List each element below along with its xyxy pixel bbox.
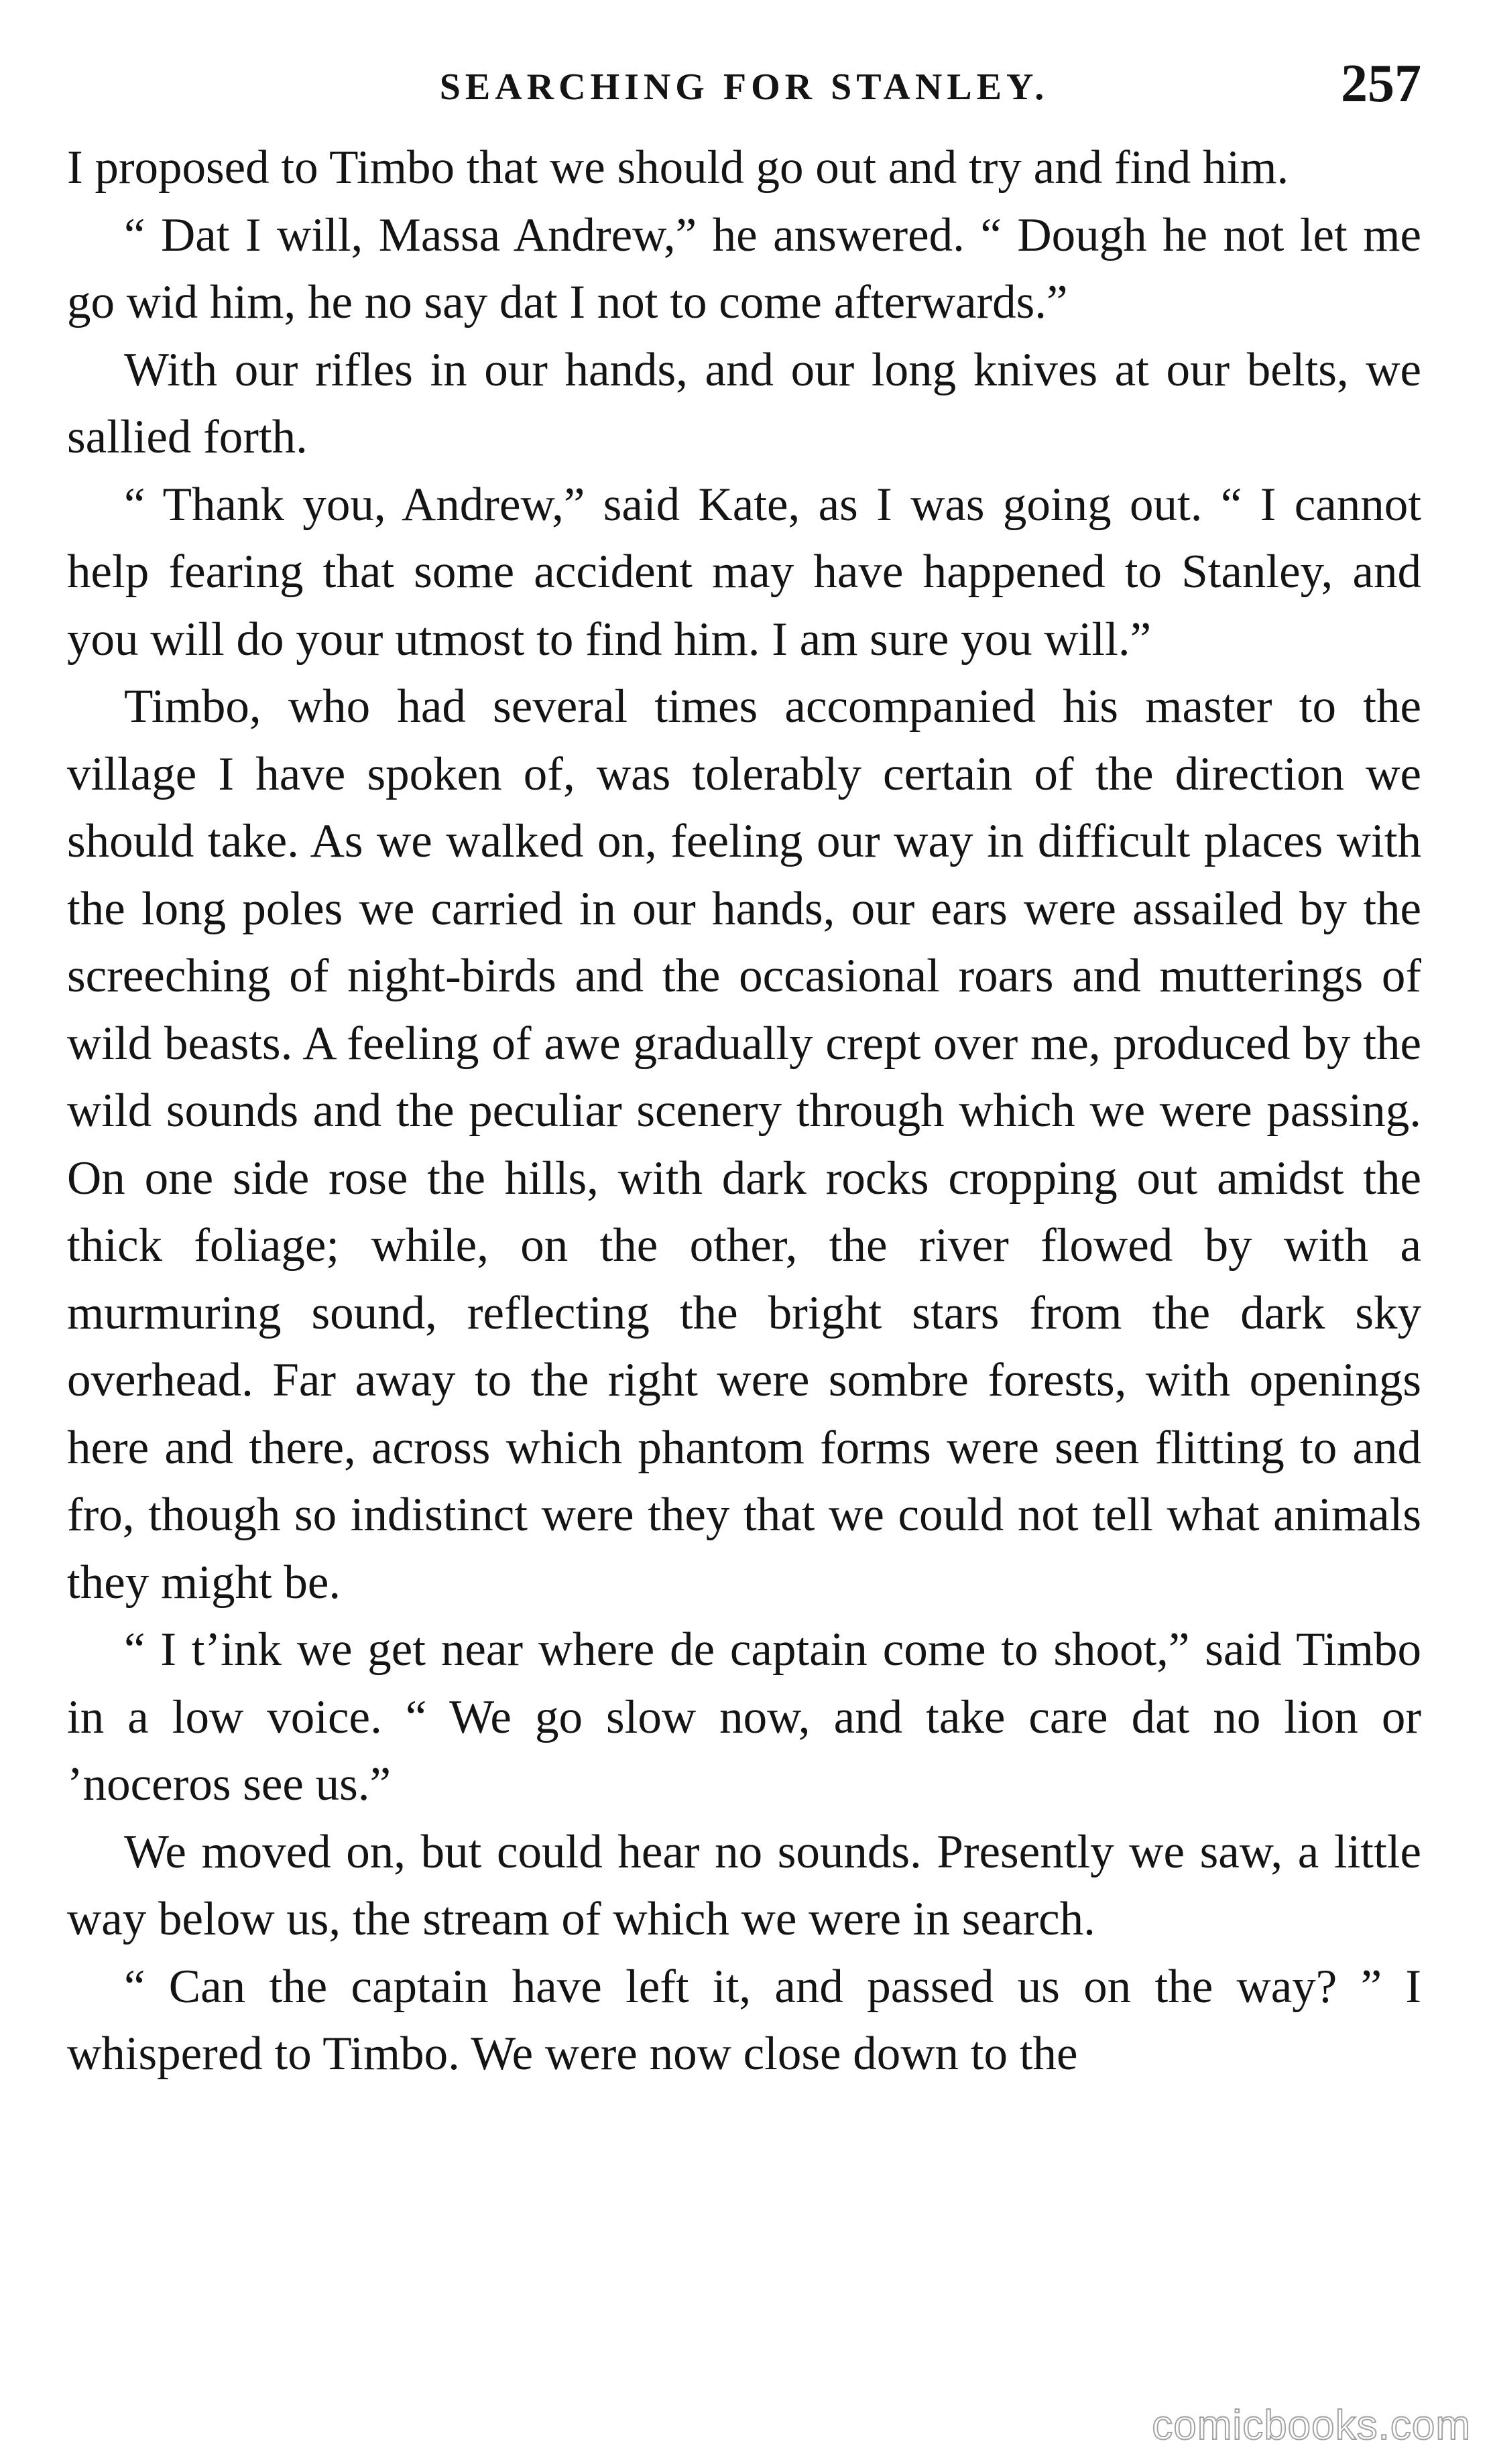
paragraph-4: “ Thank you, Andrew,” said Kate, as I was going out. “ I cannot help fearing that some accident may have happened to Stanley, and you will do your utmost to find him. I am sure you will.” <box>67 478 1421 666</box>
page-number: 257 <box>1341 54 1421 113</box>
book-page <box>67 47 1421 2088</box>
paragraph-3: With our rifles in our hands, and our long knives at our belts, we sallied forth. <box>67 343 1421 463</box>
running-title: SEARCHING FOR STANLEY. <box>439 66 1049 108</box>
paragraph-1: I proposed to Timbo that we should go out and try and find him. <box>67 141 1289 194</box>
paragraph-7: We moved on, but could hear no sounds. Presently we saw, a little way below us, the stream of which we were in search. <box>67 1825 1421 1945</box>
paragraph-6: “ I t’ink we get near where de captain come to shoot,” said Timbo in a low voice. “ We go slow now, and take care dat no lion or ’noceros see us.” <box>67 1623 1421 1810</box>
paragraph-8: “ Can the captain have left it, and passed us on the way? ” I whispered to Timbo. We were now close down to the <box>67 1960 1421 2080</box>
paragraph-2: “ Dat I will, Massa Andrew,” he answered. “ Dough he not let me go wid him, he no say dat I not to come afterwards.” <box>67 208 1421 328</box>
watermark: comicbooks.com <box>1152 2402 1471 2449</box>
body-text <box>67 134 1421 2088</box>
paragraph-5: Timbo, who had several times accompanied his master to the village I have spoken of, was tolerably certain of the direction we should take. As we walked on, feeling our way in difficult places with the long poles we carried in our hands, our ears were assailed by the screeching of night-birds and the occasional roars and mutterings of wild beasts. A feeling of awe gradually crept over me, produced by the wild sounds and the peculiar scenery through which we were passing. On one side rose the hills, with dark rocks cropping out amidst the thick foliage; while, on the other, the river flowed by with a murmuring sound, reflecting the bright stars from the dark sky overhead. Far away to the right were sombre forests, with openings here and there, across which phantom forms were seen flitting to and fro, though so indistinct were they that we could not tell what animals they might be. <box>67 680 1421 1609</box>
page-header <box>67 47 1421 134</box>
